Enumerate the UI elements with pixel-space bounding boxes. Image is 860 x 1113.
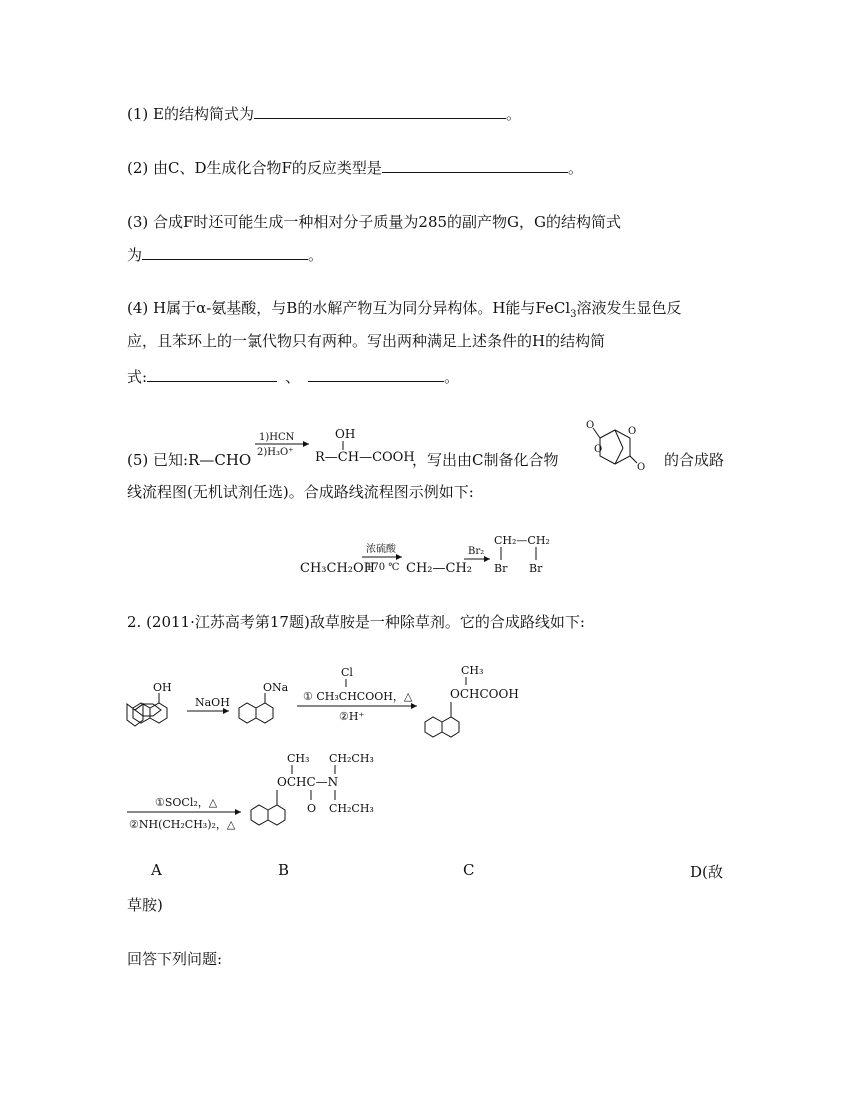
reaction-scheme-known (253, 427, 415, 478)
question-4-line-2: 应，且苯环上的一氯代物只有两种。写出两种满足上述条件的H的结构简 (127, 332, 606, 350)
period: 。 (505, 105, 521, 123)
sodium-phenoxide-label: ONa (263, 681, 289, 694)
reagent-label: NaOH (195, 696, 230, 709)
answer-blank[interactable] (254, 104, 506, 119)
question-3-line-1: (3) 合成F时还可能生成一种相对分子质量为285的副产物G，G的结构简式 (127, 213, 622, 231)
ethyl-label: CH₂CH₃ (329, 752, 374, 765)
period: 。 (444, 368, 460, 386)
question-4-text: 式: (127, 368, 148, 386)
product-label: R—CH—COOH (315, 450, 415, 465)
hydroxyl-label: OH (153, 681, 172, 694)
ethylene-label: CH₂—CH₂ (406, 561, 472, 576)
arrow-head-icon (484, 556, 490, 562)
reagent-label: ①SOCl₂，△ (155, 796, 218, 809)
bromine-label: Br (529, 562, 543, 575)
oxygen-label: O (586, 420, 595, 431)
naphthalene-ring-b (239, 693, 273, 723)
label-d-continued: 草胺) (127, 896, 163, 914)
period: 。 (308, 246, 324, 264)
problem-2-header: 2. (2011·江苏高考第17题)敌草胺是一种除草剂。它的合成路线如下: (127, 613, 585, 631)
answer-prompt: 回答下列问题: (127, 950, 223, 968)
question-3-line-2 (127, 245, 323, 265)
question-4-line-3 (127, 367, 459, 387)
example-route (298, 530, 568, 580)
bicyclic-lactone-structure (585, 418, 655, 478)
naphthalene-ring-a (127, 704, 161, 726)
ring-bond (600, 430, 630, 464)
subscript: 3 (570, 309, 577, 320)
condition-label: 170 ℃ (366, 562, 400, 573)
reagent-label: ②NH(CH₂CH₃)₂，△ (129, 818, 236, 831)
carbonyl-bond (630, 456, 637, 463)
bridge-bond (615, 430, 623, 448)
oxygen-label: O (594, 444, 603, 455)
synthesis-scheme-row-1 (125, 660, 545, 750)
question-4-text-cont: 溶液发生显色反 (576, 299, 682, 317)
condition-label: 浓硫酸 (366, 544, 396, 555)
period: 。 (567, 159, 583, 177)
reagent-label: Br₂ (468, 546, 485, 557)
question-1 (127, 104, 521, 124)
arrow-head-icon (411, 703, 417, 709)
arrow-head-icon (235, 809, 241, 815)
reagent-label: 2)H₃O⁺ (257, 447, 294, 458)
synthesis-scheme-row-2 (125, 750, 405, 840)
question-1-text: (1) E的结构简式为 (127, 105, 254, 123)
bromine-label: Br (494, 562, 508, 575)
answer-blank[interactable] (142, 245, 308, 260)
arrow-head-icon (303, 441, 309, 447)
question-3-text: 为 (127, 246, 143, 264)
question-5-line-2: 线流程图(无机试剂任选)。合成路线流程图示例如下: (127, 483, 474, 501)
methyl-label: CH₃ (461, 664, 484, 677)
product-label: CH₂—CH₂ (494, 534, 550, 547)
arrow-head-icon (396, 554, 402, 560)
separator: 、 (285, 368, 301, 386)
oxygen-label: O (637, 462, 646, 473)
question-4-line-1 (127, 298, 682, 325)
question-5-text: (5) 已知:R—CHO (127, 451, 252, 469)
label-c: C (463, 861, 475, 879)
question-2-text: (2) 由C、D生成化合物F的反应类型是 (127, 159, 382, 177)
naphthalene-ring-d (251, 790, 285, 825)
carbonyl-oxygen-label: O (307, 802, 317, 815)
label-a: A (151, 861, 162, 879)
label-b: B (278, 861, 290, 879)
question-4-text: (4) H属于α-氨基酸，与B的水解产物互为同分异构体。H能与FeCl (127, 299, 571, 317)
answer-blank-1[interactable] (147, 367, 277, 382)
amide-chain-label: OCHC—N (277, 775, 339, 789)
question-5-line-1 (127, 450, 251, 470)
start-compound: CH₃CH₂OH (300, 561, 375, 576)
answer-blank[interactable] (382, 158, 568, 173)
answer-blank-2[interactable] (308, 367, 444, 382)
ethyl-label: CH₂CH₃ (329, 802, 374, 815)
question-5-tail: 的合成路 (664, 451, 725, 469)
methyl-label: CH₃ (287, 752, 310, 765)
chlorine-label: Cl (341, 666, 353, 679)
naphthalene-ring-c (425, 702, 459, 737)
side-chain-label: OCHCOOH (450, 687, 519, 701)
hydroxyl-label: OH (335, 427, 356, 441)
reagent-label: ②H⁺ (339, 710, 365, 723)
reagent-label: ① CH₃CHCOOH，△ (303, 690, 413, 703)
reagent-label: 1)HCN (259, 432, 295, 443)
label-d: D(敌 (690, 863, 723, 881)
question-5-mid: ，写出由C制备化合物 (412, 451, 559, 469)
oxygen-label: O (628, 426, 637, 437)
question-2 (127, 158, 583, 178)
